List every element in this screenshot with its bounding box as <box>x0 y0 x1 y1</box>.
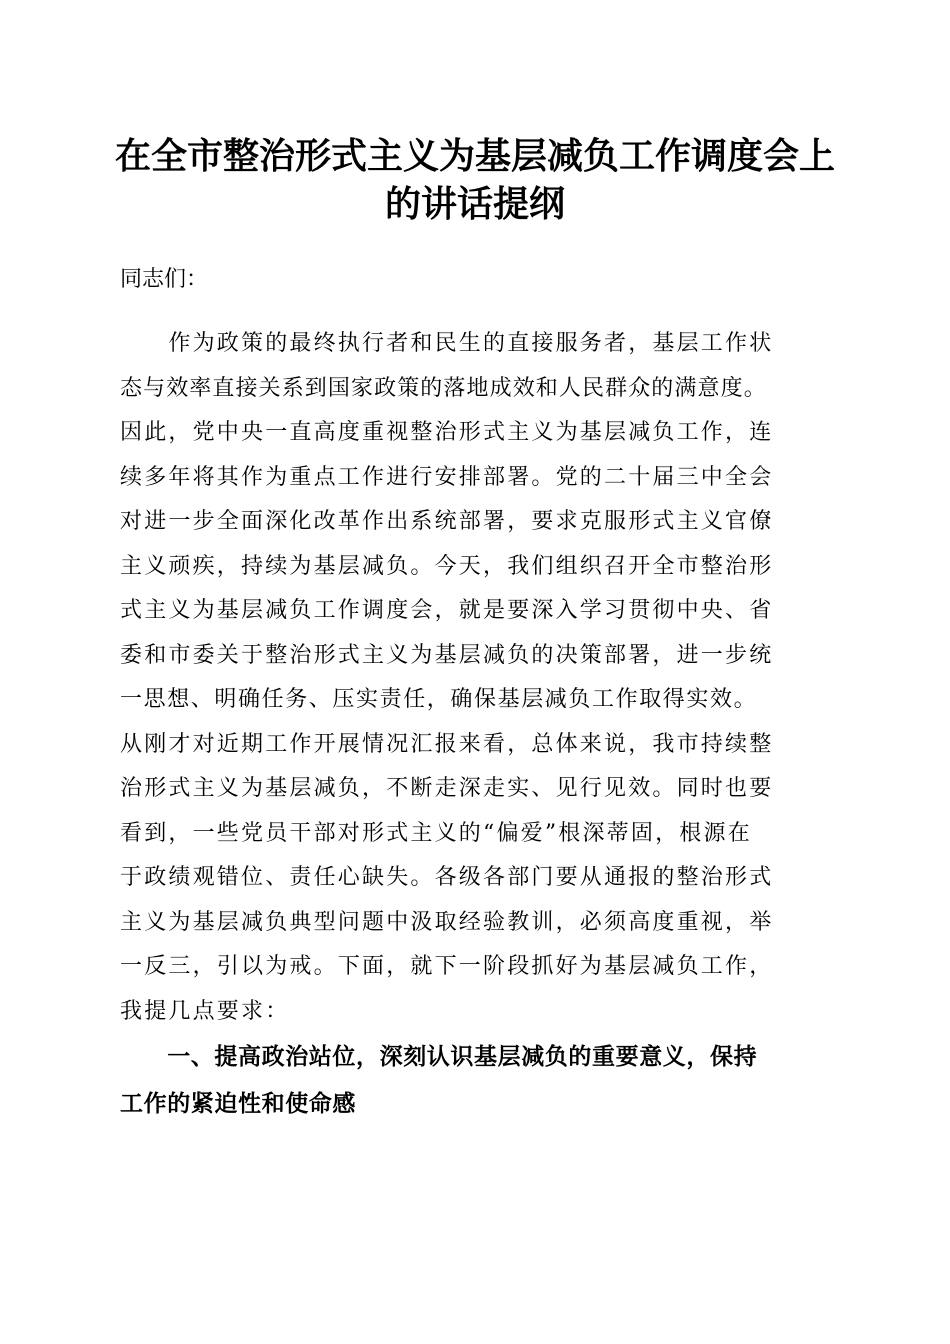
heading-line: 工作的紧迫性和使命感 <box>120 1091 356 1117</box>
paragraph-line: 于政绩观错位、责任心缺失。各级各部门要从通报的整治形式 <box>120 865 774 890</box>
paragraph-line: 我提几点要求： <box>120 998 290 1024</box>
paragraph-line: 续多年将其作为重点工作进行安排部署。党的二十届三中全会 <box>120 464 774 490</box>
body-paragraph <box>120 322 840 1034</box>
paragraph-line: 主义顽疾，持续为基层减负。今天，我们组织召开全市整治形 <box>120 553 774 579</box>
title-line-2: 的讲话提纲 <box>384 183 565 225</box>
title-line-1: 在全市整治形式主义为基层减负工作调度会上 <box>114 135 835 177</box>
paragraph-line: 作为政策的最终执行者和民生的直接服务者，基层工作状 <box>120 331 774 356</box>
paragraph-line: 对进一步全面深化改革作出系统部署，要求克服形式主义官僚 <box>120 509 774 534</box>
paragraph-line: 主义为基层减负典型问题中汲取经验教训，必须高度重视，举 <box>120 909 774 935</box>
paragraph-line: 看到，一些党员干部对形式主义的“偏爱”根深蒂固，根源在 <box>120 820 752 846</box>
paragraph-line: 一思想、明确任务、压实责任，确保基层减负工作取得实效。 <box>120 687 758 712</box>
greeting: 同志们： <box>120 267 209 292</box>
paragraph-line: 式主义为基层减负工作调度会，就是要深入学习贯彻中央、省 <box>120 598 774 623</box>
document-title <box>100 132 850 228</box>
paragraph-line: 治形式主义为基层减负，不断走深走实、见行见效。同时也要 <box>120 776 774 801</box>
paragraph-line: 一反三，引以为戒。下面，就下一阶段抓好为基层减负工作， <box>120 954 774 979</box>
paragraph-line: 态与效率直接关系到国家政策的落地成效和人民群众的满意度。 <box>120 375 767 401</box>
paragraph-line: 委和市委关于整治形式主义为基层减负的决策部署，进一步统 <box>120 642 774 668</box>
paragraph-line: 从刚才对近期工作开展情况汇报来看，总体来说，我市持续整 <box>120 731 774 757</box>
heading-line: 一、提高政治站位，深刻认识基层减负的重要意义，保持 <box>120 1044 758 1070</box>
paragraph-line: 因此，党中央一直高度重视整治形式主义为基层减负工作，连 <box>120 420 774 445</box>
section-heading-1 <box>120 1034 840 1128</box>
